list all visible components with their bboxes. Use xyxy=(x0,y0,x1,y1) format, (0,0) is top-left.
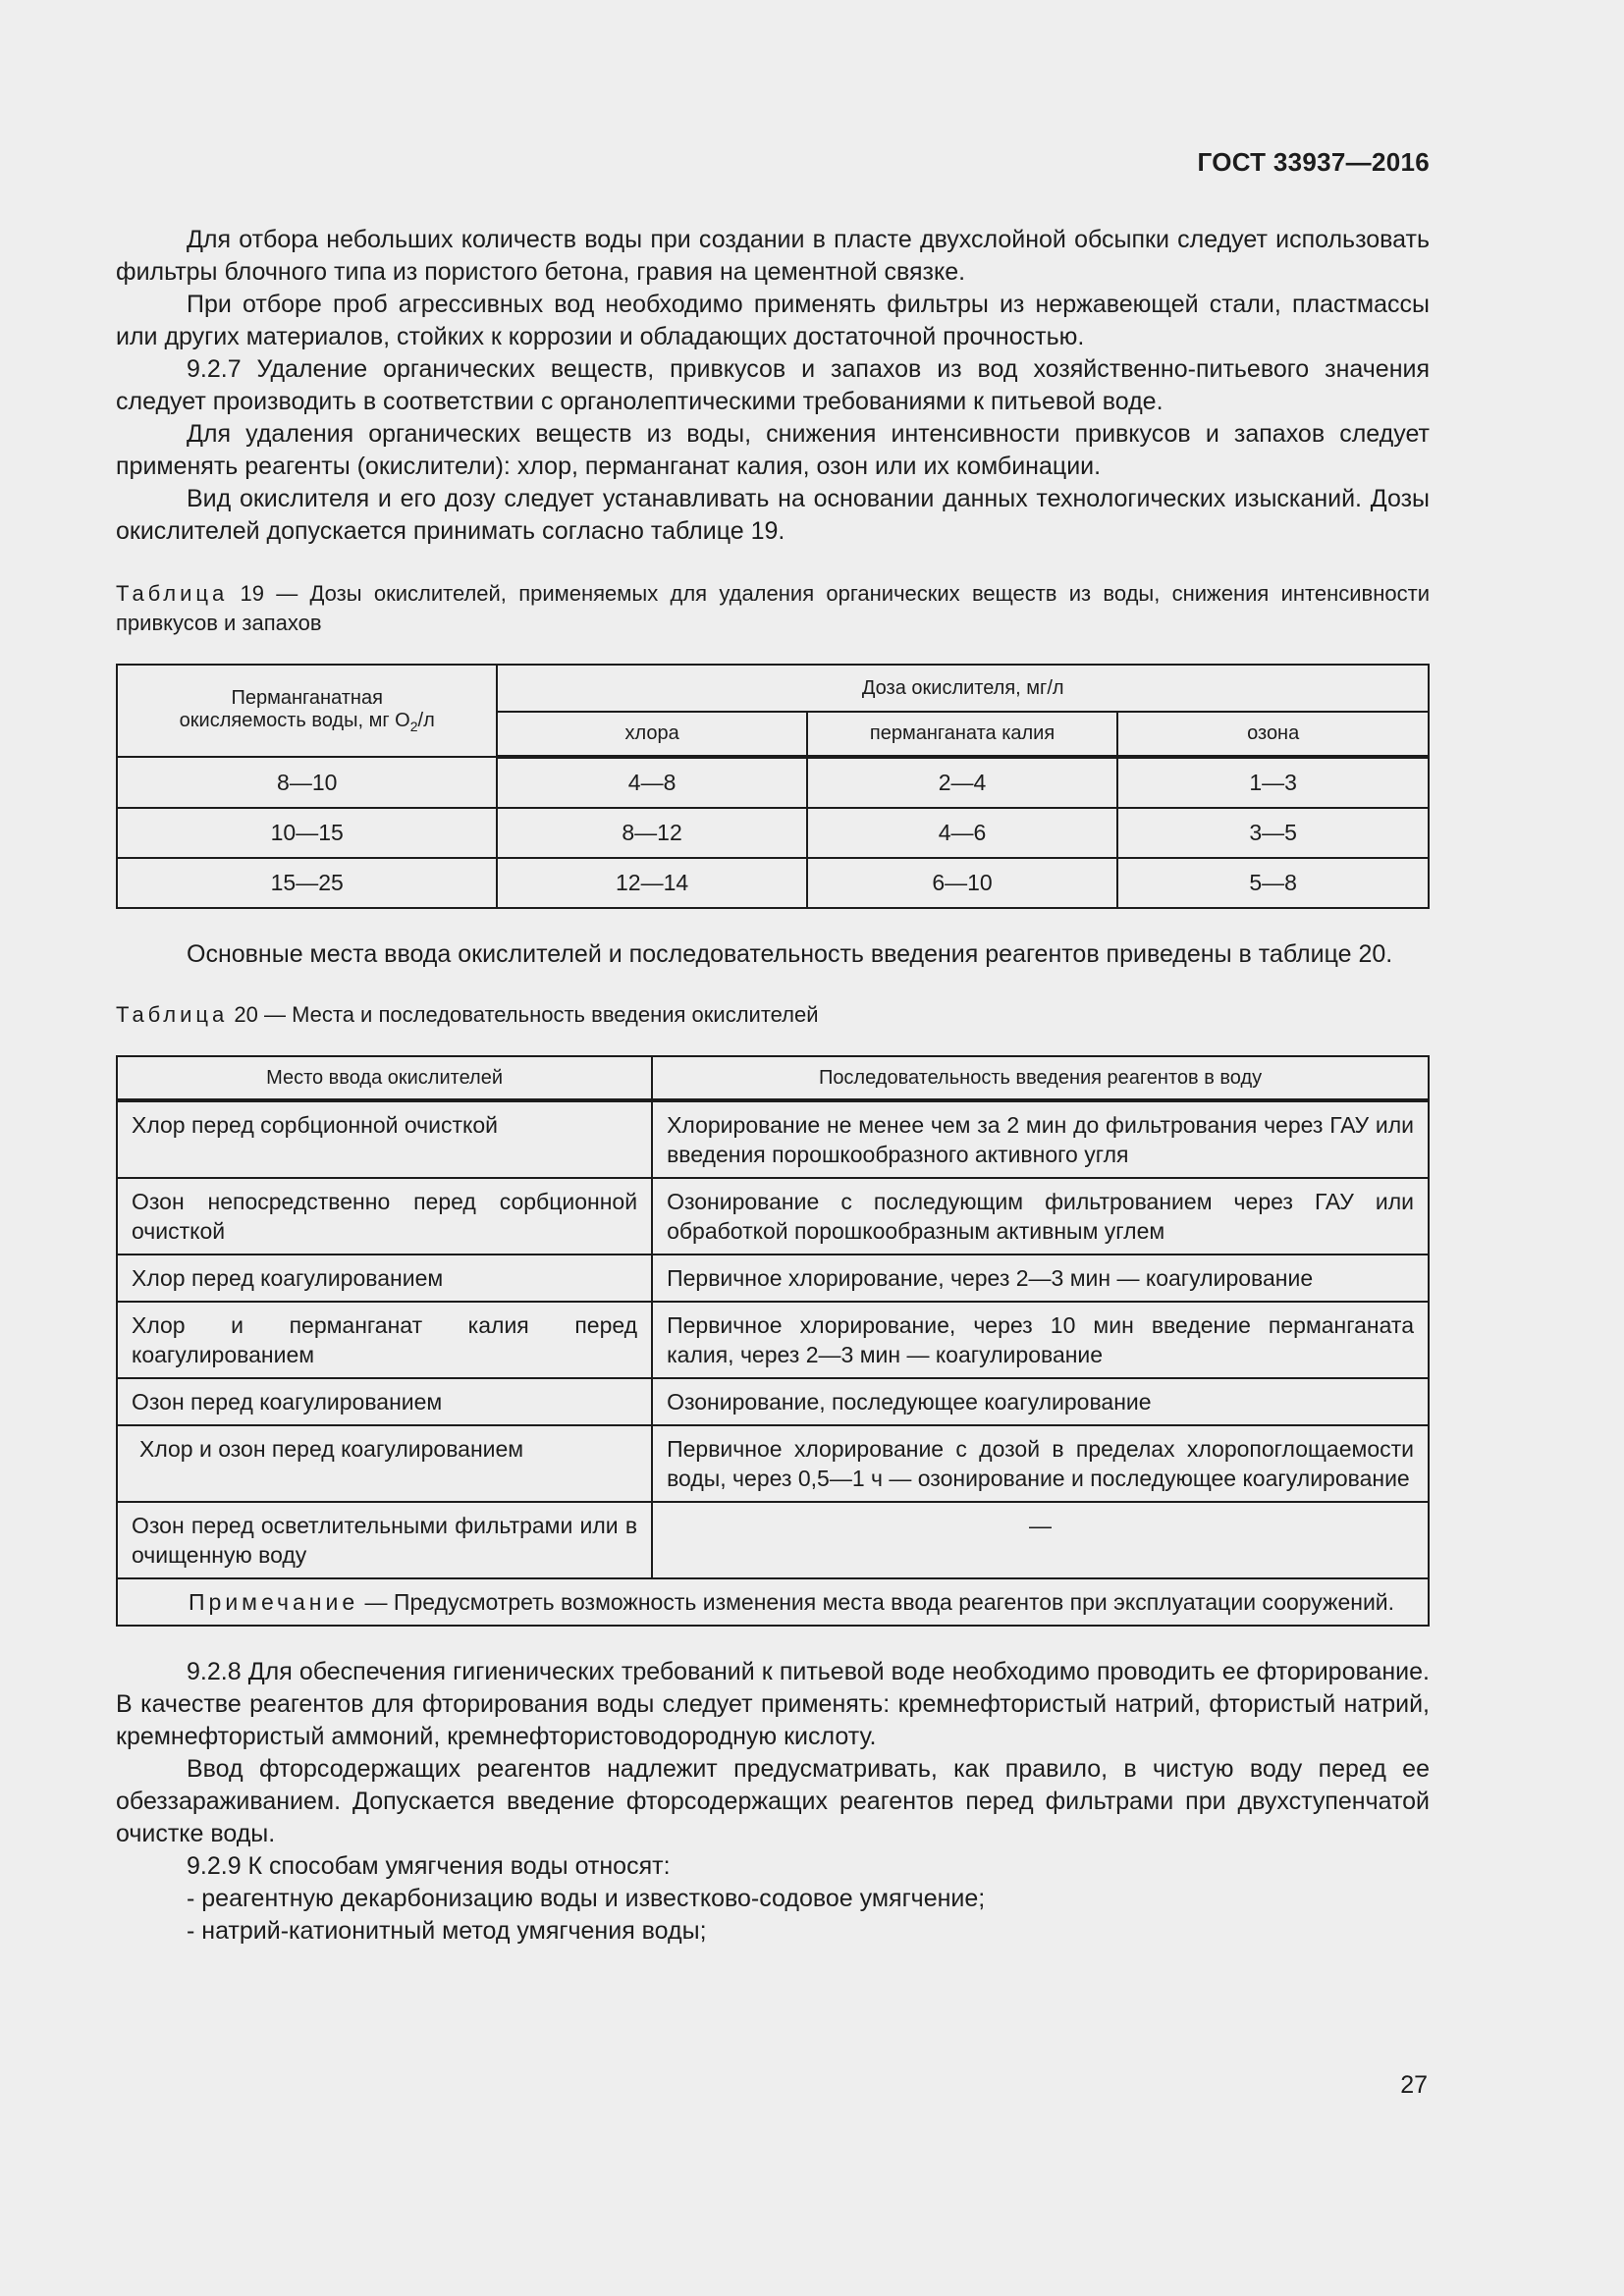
table-row xyxy=(117,808,1429,858)
table-cell: 4—8 xyxy=(497,757,806,808)
table-cell: Хлор перед сорбционной очисткой xyxy=(117,1100,652,1178)
page-content xyxy=(116,224,1430,1948)
paragraph: Для отбора небольших количеств воды при создании в пласте двухслойной обсыпки следует использовать фильтры блочного типа из пористого бетона, гравия на цементной связке. xyxy=(116,226,1430,286)
table19-caption xyxy=(116,579,1430,638)
table-cell: 3—5 xyxy=(1117,808,1429,858)
table20-caption xyxy=(116,1000,1430,1030)
table-row xyxy=(117,1425,1429,1502)
table-cell: Озон перед коагулированием xyxy=(117,1378,652,1425)
list-item: - реагентную декарбонизацию воды и известково-содовое умягчение; xyxy=(187,1885,986,1912)
table-cell: Хлор и перманганат калия перед коагулированием xyxy=(117,1302,652,1378)
t20-col-place: Место ввода окислителей xyxy=(117,1056,652,1100)
document-code: ГОСТ 33937—2016 xyxy=(1197,147,1430,177)
table-19 xyxy=(116,664,1430,909)
table-cell: 12—14 xyxy=(497,858,806,908)
t19-col-permanganate: перманганата калия xyxy=(807,712,1118,757)
table-row xyxy=(117,1502,1429,1578)
table-cell: 15—25 xyxy=(117,858,497,908)
paragraph: Для удаления органических веществ из воды, снижения интенсивности привкусов и запахов следует применять реагенты (окислители): хлор, перманганат калия, озон или их комбинации. xyxy=(116,420,1430,480)
table19-caption-text: 19 — Дозы окислителей, применяемых для удаления органических веществ из воды, снижения интенсивности привкусов и запахов xyxy=(116,581,1430,635)
table-cell: Озон перед осветлительными фильтрами или в очищенную воду xyxy=(117,1502,652,1578)
table-20 xyxy=(116,1055,1430,1627)
table-row xyxy=(117,757,1429,808)
table-row xyxy=(117,1255,1429,1302)
paragraph: Вид окислителя и его дозу следует устанавливать на основании данных технологических изысканий. Дозы окислителей допускается принимать согласно таблице 19. xyxy=(116,485,1430,545)
table-cell: 5—8 xyxy=(1117,858,1429,908)
table20-caption-text: 20 — Места и последовательность введения окислителей xyxy=(228,1002,819,1027)
t19-col-oxidizability-header xyxy=(117,665,497,757)
paragraph: Основные места ввода окислителей и последовательность введения реагентов приведены в таблице 20. xyxy=(187,940,1393,968)
table-cell: 10—15 xyxy=(117,808,497,858)
paragraph: Ввод фторсодержащих реагентов надлежит предусматривать, как правило, в чистую воду перед ее обеззараживанием. Допускается введение фторсодержащих реагентов перед фильтрами при двухступенчатой очистке воды. xyxy=(116,1755,1430,1847)
table-cell: Хлор и озон перед коагулированием xyxy=(117,1425,652,1502)
table-cell: 2—4 xyxy=(807,757,1118,808)
table-cell: Озонирование, последующее коагулирование xyxy=(652,1378,1429,1425)
paragraph: 9.2.9 К способам умягчения воды относят: xyxy=(187,1852,671,1880)
t19-col-header-line2: окисляемость воды, мг O xyxy=(179,710,410,731)
table-row xyxy=(117,1100,1429,1178)
list-item: - натрий-катионитный метод умягчения воды; xyxy=(187,1917,707,1945)
t20-col-sequence: Последовательность введения реагентов в воду xyxy=(652,1056,1429,1100)
table-cell: 8—12 xyxy=(497,808,806,858)
table-cell: 1—3 xyxy=(1117,757,1429,808)
table-cell: — xyxy=(652,1502,1429,1578)
table-cell: Хлор перед коагулированием xyxy=(117,1255,652,1302)
table-cell: 8—10 xyxy=(117,757,497,808)
t19-dose-group-header: Доза окислителя, мг/л xyxy=(497,665,1429,712)
table-note-row xyxy=(117,1578,1429,1626)
paragraph: При отборе проб агрессивных вод необходимо применять фильтры из нержавеющей стали, пластмассы или других материалов, стойких к коррозии и обладающих достаточной прочностью. xyxy=(116,291,1430,350)
paragraph: 9.2.8 Для обеспечения гигиенических требований к питьевой воде необходимо проводить ее фторирование. В качестве реагентов для фторирования воды следует применять: кремнефтористый натрий, фтористый натрий, кремнефтористый аммоний, кремнефтористоводородную кислоту. xyxy=(116,1658,1430,1750)
table-cell: Первичное хлорирование с дозой в пределах хлоропоглощаемости воды, через 0,5—1 ч — озонирование и последующее коагулирование xyxy=(652,1425,1429,1502)
t19-col-header-sub: 2 xyxy=(409,719,418,734)
table-row xyxy=(117,1302,1429,1378)
table-cell: 6—10 xyxy=(807,858,1118,908)
table-cell: Озонирование с последующим фильтрованием через ГАУ или обработкой порошкообразным активным углем xyxy=(652,1178,1429,1255)
t19-col-header-line1: Перманганатная xyxy=(231,687,383,709)
table-note xyxy=(117,1578,1429,1626)
table-cell: Первичное хлорирование, через 10 мин введение перманганата калия, через 2—3 мин — коагулирование xyxy=(652,1302,1429,1378)
table-row xyxy=(117,1378,1429,1425)
page-number: 27 xyxy=(1400,2071,1428,2099)
table-cell: Первичное хлорирование, через 2—3 мин — коагулирование xyxy=(652,1255,1429,1302)
note-text: — Предусмотреть возможность изменения места ввода реагентов при эксплуатации сооружений. xyxy=(358,1589,1395,1615)
table19-caption-label: Таблица xyxy=(116,581,229,606)
table-row xyxy=(117,1178,1429,1255)
note-label: Примечание xyxy=(189,1589,359,1615)
table20-caption-label: Таблица xyxy=(116,1002,229,1027)
table-row xyxy=(117,858,1429,908)
t19-col-chlorine: хлора xyxy=(497,712,806,757)
table-cell: 4—6 xyxy=(807,808,1118,858)
t19-col-header-unit: /л xyxy=(417,710,435,731)
table-cell: Хлорирование не менее чем за 2 мин до фильтрования через ГАУ или введения порошкообразного активного угля xyxy=(652,1100,1429,1178)
paragraph: 9.2.7 Удаление органических веществ, привкусов и запахов из вод хозяйственно-питьевого значения следует производить в соответствии с органолептическими требованиями к питьевой воде. xyxy=(116,355,1430,415)
t19-col-ozone: озона xyxy=(1117,712,1429,757)
table-cell: Озон непосредственно перед сорбционной очисткой xyxy=(117,1178,652,1255)
